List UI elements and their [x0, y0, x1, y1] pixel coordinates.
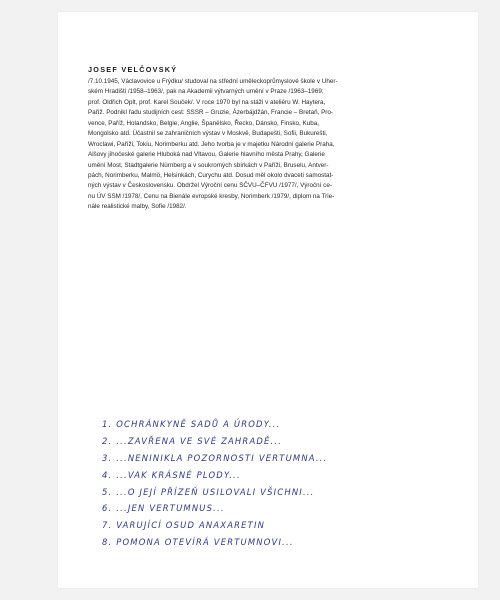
handwritten-list-item: 8. POMONA OTEVÍRÁ VERTUMNOVI...	[102, 537, 294, 548]
document-page	[58, 12, 478, 588]
bio-line: Paříž. Podnikl řadu studijních cest: SSSR – Gruzie, Ázerbájdžán, Francie – Bretaň, Pro-	[88, 109, 333, 117]
handwritten-list-item: 7. VARUJÍCÍ OSUD ANAXARETIN	[102, 520, 266, 531]
bio-line: pách, Norimberku, Malmö, Helsinkách, Curychu atd. Dosud měl okolo dvaceti samostat-	[88, 171, 334, 179]
handwritten-list-item: 5. ...O JEJÍ PŘÍZEŇ USILOVALI VŠICHNI...	[102, 486, 315, 497]
bio-line: ském Hradišti /1958–1963/, pak na Akademii výtvarných umění v Praze /1963–1969;	[88, 88, 324, 96]
bio-line: umění Most, Stadtgalerie Nürnberg a v soukromých sbírkách v Paříži, Bruselu, Antver-	[88, 161, 329, 169]
handwritten-list-item: 1. OCHRÁNKYNĚ SADŮ A ÚRODY...	[102, 419, 281, 429]
bio-line: nále realistické malby, Sofie /1982/.	[88, 203, 187, 211]
handwritten-list-item: 2. ...ZAVŘENA VE SVÉ ZAHRADĚ...	[102, 435, 283, 446]
bio-line: vence, Paříž, Holandsko, Belgie, Anglie, Španělsko, Řecko, Dánsko, Finsko, Kuba,	[88, 119, 320, 127]
author-name: JOSEF VELČOVSKÝ	[88, 65, 178, 74]
biography-text	[88, 77, 443, 213]
bio-line: ných výstav v Československu. Obdržel Výroční cenu SČVU–ČFVU /1977/, Výroční ce-	[88, 182, 332, 190]
bio-line: /7.10.1945, Václavovice u Frýdku/ studoval na střední uměleckoprůmyslové škole v Uher-	[88, 78, 338, 85]
bio-line: Wroclawi, Paříži, Tokiu, Norimberku atd. Jeho tvorba je v majetku Národní galerie Praha,	[88, 140, 335, 148]
handwritten-list	[102, 416, 422, 551]
bio-line: prof. Oldřich Oplt, prof. Karel Souček/. V roce 1970 byl na stáži v ateliéru W. Haytera,	[88, 98, 326, 106]
bio-line: Mongolsko atd. Účastnil se zahraničních výstav v Moskvě, Budapešti, Sofii, Bukurešti,	[88, 130, 328, 138]
bio-line: nu ÚV SSM /1978/, Cenu na Bienále evropské kresby, Norimberk /1979/, diplom na Trie-	[88, 192, 335, 200]
handwritten-list-item: 3. ...NENINIKLA POZORNOSTI VERTUMNA...	[102, 452, 328, 463]
handwritten-list-item: 6. ...JEN VERTUMNUS...	[102, 503, 225, 514]
handwritten-list-item: 4. ...VAK KRÁSNÉ PLODY...	[102, 469, 241, 480]
bio-line: Alšovy jihočeské galerie Hluboká nad Vltavou, Galerie hlavního města Prahy, Galerie	[88, 151, 325, 159]
